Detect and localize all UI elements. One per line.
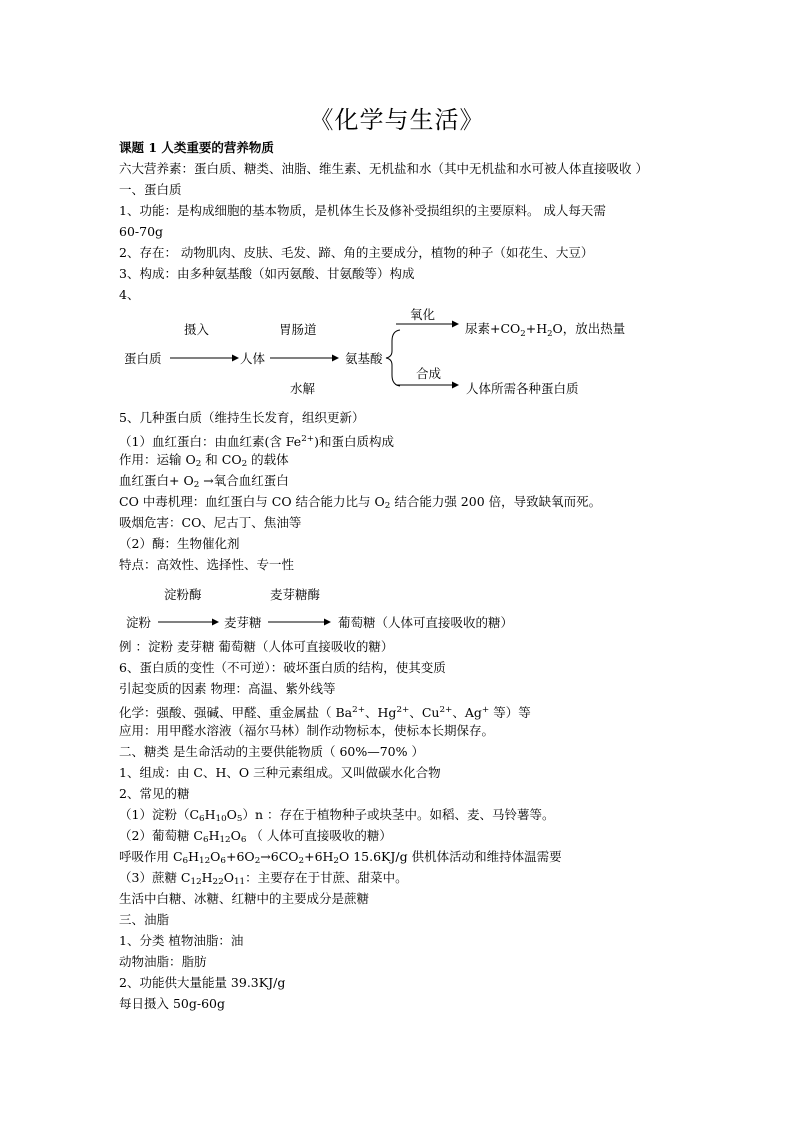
- text-line: （2）葡萄糖 $C_6H_{12}O_6$ （ 人体可直接吸收的糖）: [119, 828, 392, 845]
- text-line: 生活中白糖、冰糖、红糖中的主要成分是蔗糖: [119, 891, 370, 906]
- text-line: （1）淀粉$(C_6H_{10}O_5)n$ ：存在于植物种子或块茎中。如稻、麦、马铃薯等。: [119, 807, 555, 824]
- diagram-node-glucose: 葡萄糖（人体可直接吸收的糖）: [338, 615, 514, 630]
- diagram-product-proteins: 人体所需各种蛋白质: [466, 381, 579, 396]
- text-line: 6、蛋白质的变性（不可逆）：破坏蛋白质的结构，使其变质: [119, 660, 446, 675]
- text-line: 每日摄入 50g-60g: [119, 996, 226, 1011]
- text-line: 1、组成：由 C、H、O 三种元素组成。又叫做碳水化合物: [119, 765, 441, 780]
- arrow-head: [452, 382, 459, 389]
- text-line: 1、功能：是构成细胞的基本物质，是机体生长及修补受损组织的主要原料。 成人每天需: [119, 203, 606, 218]
- diagram-label-synthesis: 合成: [416, 366, 442, 381]
- text-line: （2）酶：生物催化剂: [119, 536, 240, 551]
- diagram-label-ingest: 摄入: [184, 322, 210, 337]
- arrow-head: [332, 355, 339, 362]
- arrow-head: [212, 619, 219, 626]
- text-line: 动物油脂：脂肪: [119, 954, 207, 969]
- diagram-label-maltase: 麦芽糖酶: [270, 587, 321, 602]
- text-line: （3）蔗糖 $C_{12}H_{22}O_{11}$：主要存在于甘蔗、甜菜中。: [119, 870, 408, 887]
- diagram-node-protein: 蛋白质: [124, 351, 162, 366]
- arrow-head: [324, 619, 331, 626]
- text-line: 化学：强酸、强碱、甲醛、重金属盐（ $Ba^{2+}$、$Hg^{2+}$、$Cu^{2+}$、Ag+ 等）等: [119, 705, 531, 720]
- diagram-product-urea: 尿素$+CO_2+H_2O$，放出热量: [465, 321, 626, 339]
- brace: [386, 330, 400, 386]
- text-line: 2、常见的糖: [119, 786, 190, 801]
- diagram-node-maltose: 麦芽糖: [224, 615, 262, 630]
- text-line: 呼吸作用 $C_6H_{12}O_6+6O_2\to 6CO_2+6H_2O$ 15.6KJ/g 供机体活动和维持体温需要: [119, 849, 562, 866]
- diagram-label-amylase: 淀粉酶: [164, 587, 202, 602]
- text-line: 2、存在： 动物肌肉、皮肤、毛发、蹄、角的主要成分，植物的种子（如花生、大豆）: [119, 245, 594, 260]
- text-line: 特点：高效性、选择性、专一性: [119, 557, 295, 572]
- text-line: 引起变质的因素 物理：高温、紫外线等: [119, 681, 336, 696]
- arrow-head: [452, 321, 459, 328]
- lesson-heading: 课题 1 人类重要的营养物质: [119, 140, 274, 155]
- text-line: 作用：运输 $O_2$ 和 $CO_2$ 的载体: [119, 452, 289, 469]
- text-line: 吸烟危害：CO、尼古丁、焦油等: [119, 515, 302, 530]
- diagram-label-oxidation: 氧化: [410, 307, 436, 322]
- diagram-label-gut: 胃肠道: [279, 322, 317, 337]
- text-line: 血红蛋白+ $O_2$ →氧合血红蛋白: [119, 473, 289, 490]
- text-line: 例 ：淀粉 麦芽糖 葡萄糖（人体可直接吸收的糖）: [119, 639, 394, 654]
- diagram-node-amino-acid: 氨基酸: [345, 351, 383, 366]
- diagram-node-starch: 淀粉: [126, 615, 152, 630]
- text-line: 六大营养素：蛋白质、糖类、油脂、维生素、无机盐和水（其中无机盐和水可被人体直接吸收 ）: [119, 161, 648, 176]
- section-heading: 二、糖类 是生命活动的主要供能物质（ 60%—70% ）: [119, 744, 424, 759]
- section-heading: 一、蛋白质: [119, 182, 182, 197]
- text-line: 60-70g: [119, 224, 164, 239]
- text-line: CO 中毒机理：血红蛋白与 CO 结合能力比与 $O_2$ 结合能力强 200 倍，导致缺氧而死。: [119, 494, 602, 511]
- text-line: （1）血红蛋白：由血红素(含 $Fe^{2+}$)和蛋白质构成: [119, 434, 394, 449]
- text-line: 2、功能供大量能量 39.3KJ/g: [119, 975, 286, 990]
- diagram-node-body: 人体: [240, 351, 266, 366]
- page-title: 《化学与生活》: [309, 106, 485, 134]
- arrow-head: [232, 355, 239, 362]
- section-heading: 三、油脂: [119, 912, 170, 927]
- text-line: 4、: [119, 287, 140, 302]
- diagram-label-hydrolysis: 水解: [290, 381, 316, 396]
- text-line: 应用：用甲醛水溶液（福尔马林）制作动物标本，使标本长期保存。: [119, 723, 495, 738]
- text-line: 1、分类 植物油脂：油: [119, 933, 244, 948]
- text-line: 3、构成：由多种氨基酸（如丙氨酸、甘氨酸等）构成: [119, 266, 415, 281]
- text-line: 5、几种蛋白质（维持生长发育，组织更新）: [119, 410, 365, 425]
